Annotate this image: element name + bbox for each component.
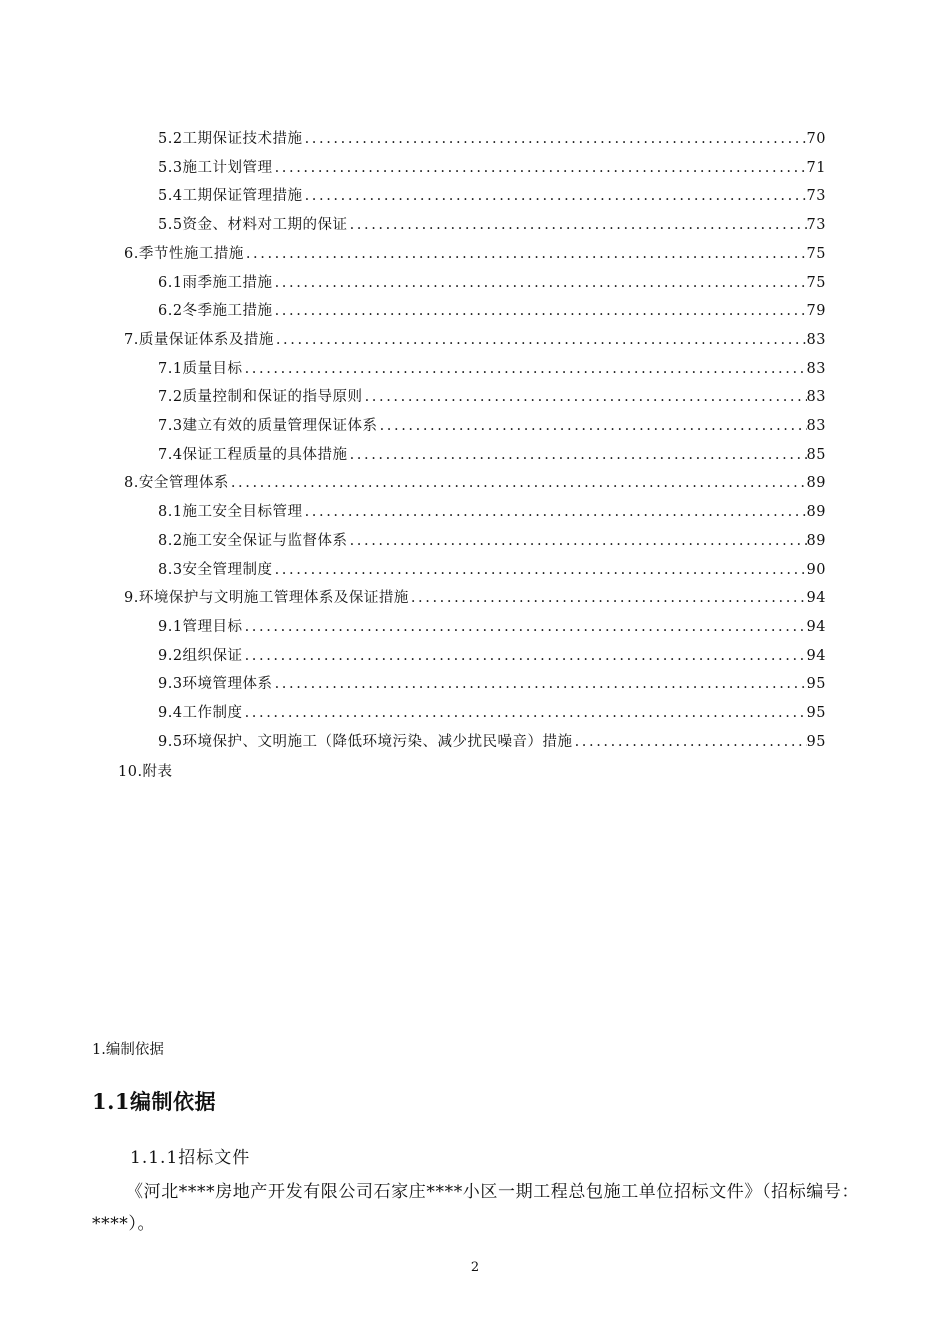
toc-dot-leader <box>409 586 807 610</box>
toc-entry-page: 95 <box>806 676 826 693</box>
toc-entry[interactable] <box>124 586 826 610</box>
toc-entry-page: 89 <box>806 504 826 521</box>
toc-entry-page: 83 <box>806 331 826 348</box>
toc-entry-label: 8.2施工安全保证与监督体系 <box>158 532 348 549</box>
toc-entry-page: 75 <box>806 274 826 291</box>
toc-entry-page: 94 <box>806 618 826 635</box>
toc-entry-label: 9.2组织保证 <box>158 647 243 664</box>
toc-dot-leader <box>378 414 807 438</box>
toc-entry[interactable] <box>158 271 826 295</box>
toc-dot-leader <box>273 271 807 295</box>
toc-dot-leader <box>303 184 807 208</box>
toc-entry[interactable] <box>158 672 826 696</box>
toc-entry-page: 94 <box>806 647 826 664</box>
toc-entry[interactable] <box>158 184 826 208</box>
toc-entry-label: 5.5资金、材料对工期的保证 <box>158 217 348 234</box>
toc-dot-leader <box>363 385 807 409</box>
toc-dot-leader <box>303 127 807 151</box>
toc-dot-leader <box>274 328 807 352</box>
toc-entry[interactable] <box>158 443 826 467</box>
toc-dot-leader <box>273 156 807 180</box>
toc-entry-page: 94 <box>806 590 826 607</box>
toc-entry-page: 73 <box>806 188 826 205</box>
toc-entry-page: 73 <box>806 217 826 234</box>
toc-entry-label: 5.2工期保证技术措施 <box>158 131 303 147</box>
toc-dot-leader <box>243 644 807 668</box>
toc-entry[interactable] <box>158 127 826 151</box>
toc-entry-page: 89 <box>806 532 826 549</box>
toc-dot-leader <box>244 242 807 266</box>
toc-entry[interactable] <box>158 701 826 725</box>
toc-dot-leader <box>243 357 807 381</box>
toc-entry-label: 9.1管理目标 <box>158 618 243 635</box>
toc-entry-page: 83 <box>806 360 826 377</box>
toc-entry-page: 83 <box>806 389 826 406</box>
toc-entry-label: 9.4工作制度 <box>158 705 243 721</box>
toc-entry-page: 95 <box>806 705 826 721</box>
toc-entry-page: 95 <box>806 733 826 750</box>
toc-entry-page: 90 <box>806 561 826 578</box>
toc-entry-page: 79 <box>806 303 826 320</box>
toc-entry-label: 9.环境保护与文明施工管理体系及保证措施 <box>124 590 409 607</box>
toc-entry[interactable] <box>124 471 826 495</box>
toc-entry-label: 7.3建立有效的质量管理保证体系 <box>158 418 378 434</box>
toc-dot-leader <box>273 558 807 582</box>
toc-entry-page: 85 <box>806 446 826 463</box>
toc-entry[interactable] <box>158 558 826 582</box>
toc-entry[interactable] <box>158 500 826 524</box>
toc-dot-leader <box>573 730 807 754</box>
toc-entry[interactable] <box>158 213 826 237</box>
toc-dot-leader <box>348 529 807 553</box>
toc-entry-page: 70 <box>806 131 826 147</box>
toc-dot-leader <box>348 443 807 467</box>
page-number: 2 <box>470 1260 480 1275</box>
toc-entry-label: 5.4工期保证管理措施 <box>158 188 303 205</box>
toc-dot-leader <box>273 299 807 323</box>
toc-entry[interactable] <box>158 385 826 409</box>
toc-entry-appendix: 10.附表 <box>118 764 173 780</box>
toc-entry[interactable] <box>124 242 826 266</box>
subsection-heading: 1.1编制依据 <box>92 1089 217 1114</box>
toc-entry[interactable] <box>158 414 826 438</box>
toc-entry[interactable] <box>124 328 826 352</box>
toc-entry-label: 5.3施工计划管理 <box>158 159 273 176</box>
toc-entry-label: 7.2质量控制和保证的指导原则 <box>158 389 363 406</box>
body-paragraph: 《河北****房地产开发有限公司石家庄****小区一期工程总包施工单位招标文件》（招标编号：****）。 <box>92 1182 860 1234</box>
toc-entry-page: 75 <box>806 245 826 262</box>
toc-entry-page: 71 <box>806 159 826 176</box>
toc-entry[interactable] <box>158 615 826 639</box>
section-heading: 1.编制依据 <box>92 1042 164 1058</box>
toc-entry-label: 7.4保证工程质量的具体措施 <box>158 446 348 463</box>
toc-entry[interactable] <box>158 529 826 553</box>
toc-dot-leader <box>303 500 807 524</box>
toc-entry[interactable] <box>158 299 826 323</box>
toc-entry-label: 8.1施工安全目标管理 <box>158 504 303 521</box>
toc-entry-label: 8.3安全管理制度 <box>158 561 273 578</box>
toc-dot-leader <box>243 615 807 639</box>
toc-entry-label: 6.季节性施工措施 <box>124 245 244 262</box>
subsubsection-heading: 1.1.1招标文件 <box>130 1148 251 1168</box>
toc-entry[interactable] <box>158 357 826 381</box>
toc-entry-label: 9.3环境管理体系 <box>158 676 273 693</box>
toc-entry-label: 7.质量保证体系及措施 <box>124 331 274 348</box>
toc-entry[interactable] <box>158 644 826 668</box>
toc-entry-label: 6.2冬季施工措施 <box>158 303 273 320</box>
toc-entry-page: 83 <box>806 418 826 434</box>
toc-entry-label: 6.1雨季施工措施 <box>158 274 273 291</box>
toc-entry-page: 89 <box>806 475 826 492</box>
toc-entry-label: 7.1质量目标 <box>158 360 243 377</box>
toc-entry[interactable] <box>158 156 826 180</box>
toc-entry[interactable] <box>158 730 826 754</box>
toc-dot-leader <box>273 672 807 696</box>
toc-dot-leader <box>348 213 807 237</box>
toc-dot-leader <box>243 701 807 725</box>
toc-entry-label: 9.5环境保护、文明施工（降低环境污染、减少扰民噪音）措施 <box>158 733 573 750</box>
toc-entry-label: 8.安全管理体系 <box>124 475 229 492</box>
toc-dot-leader <box>229 471 807 495</box>
